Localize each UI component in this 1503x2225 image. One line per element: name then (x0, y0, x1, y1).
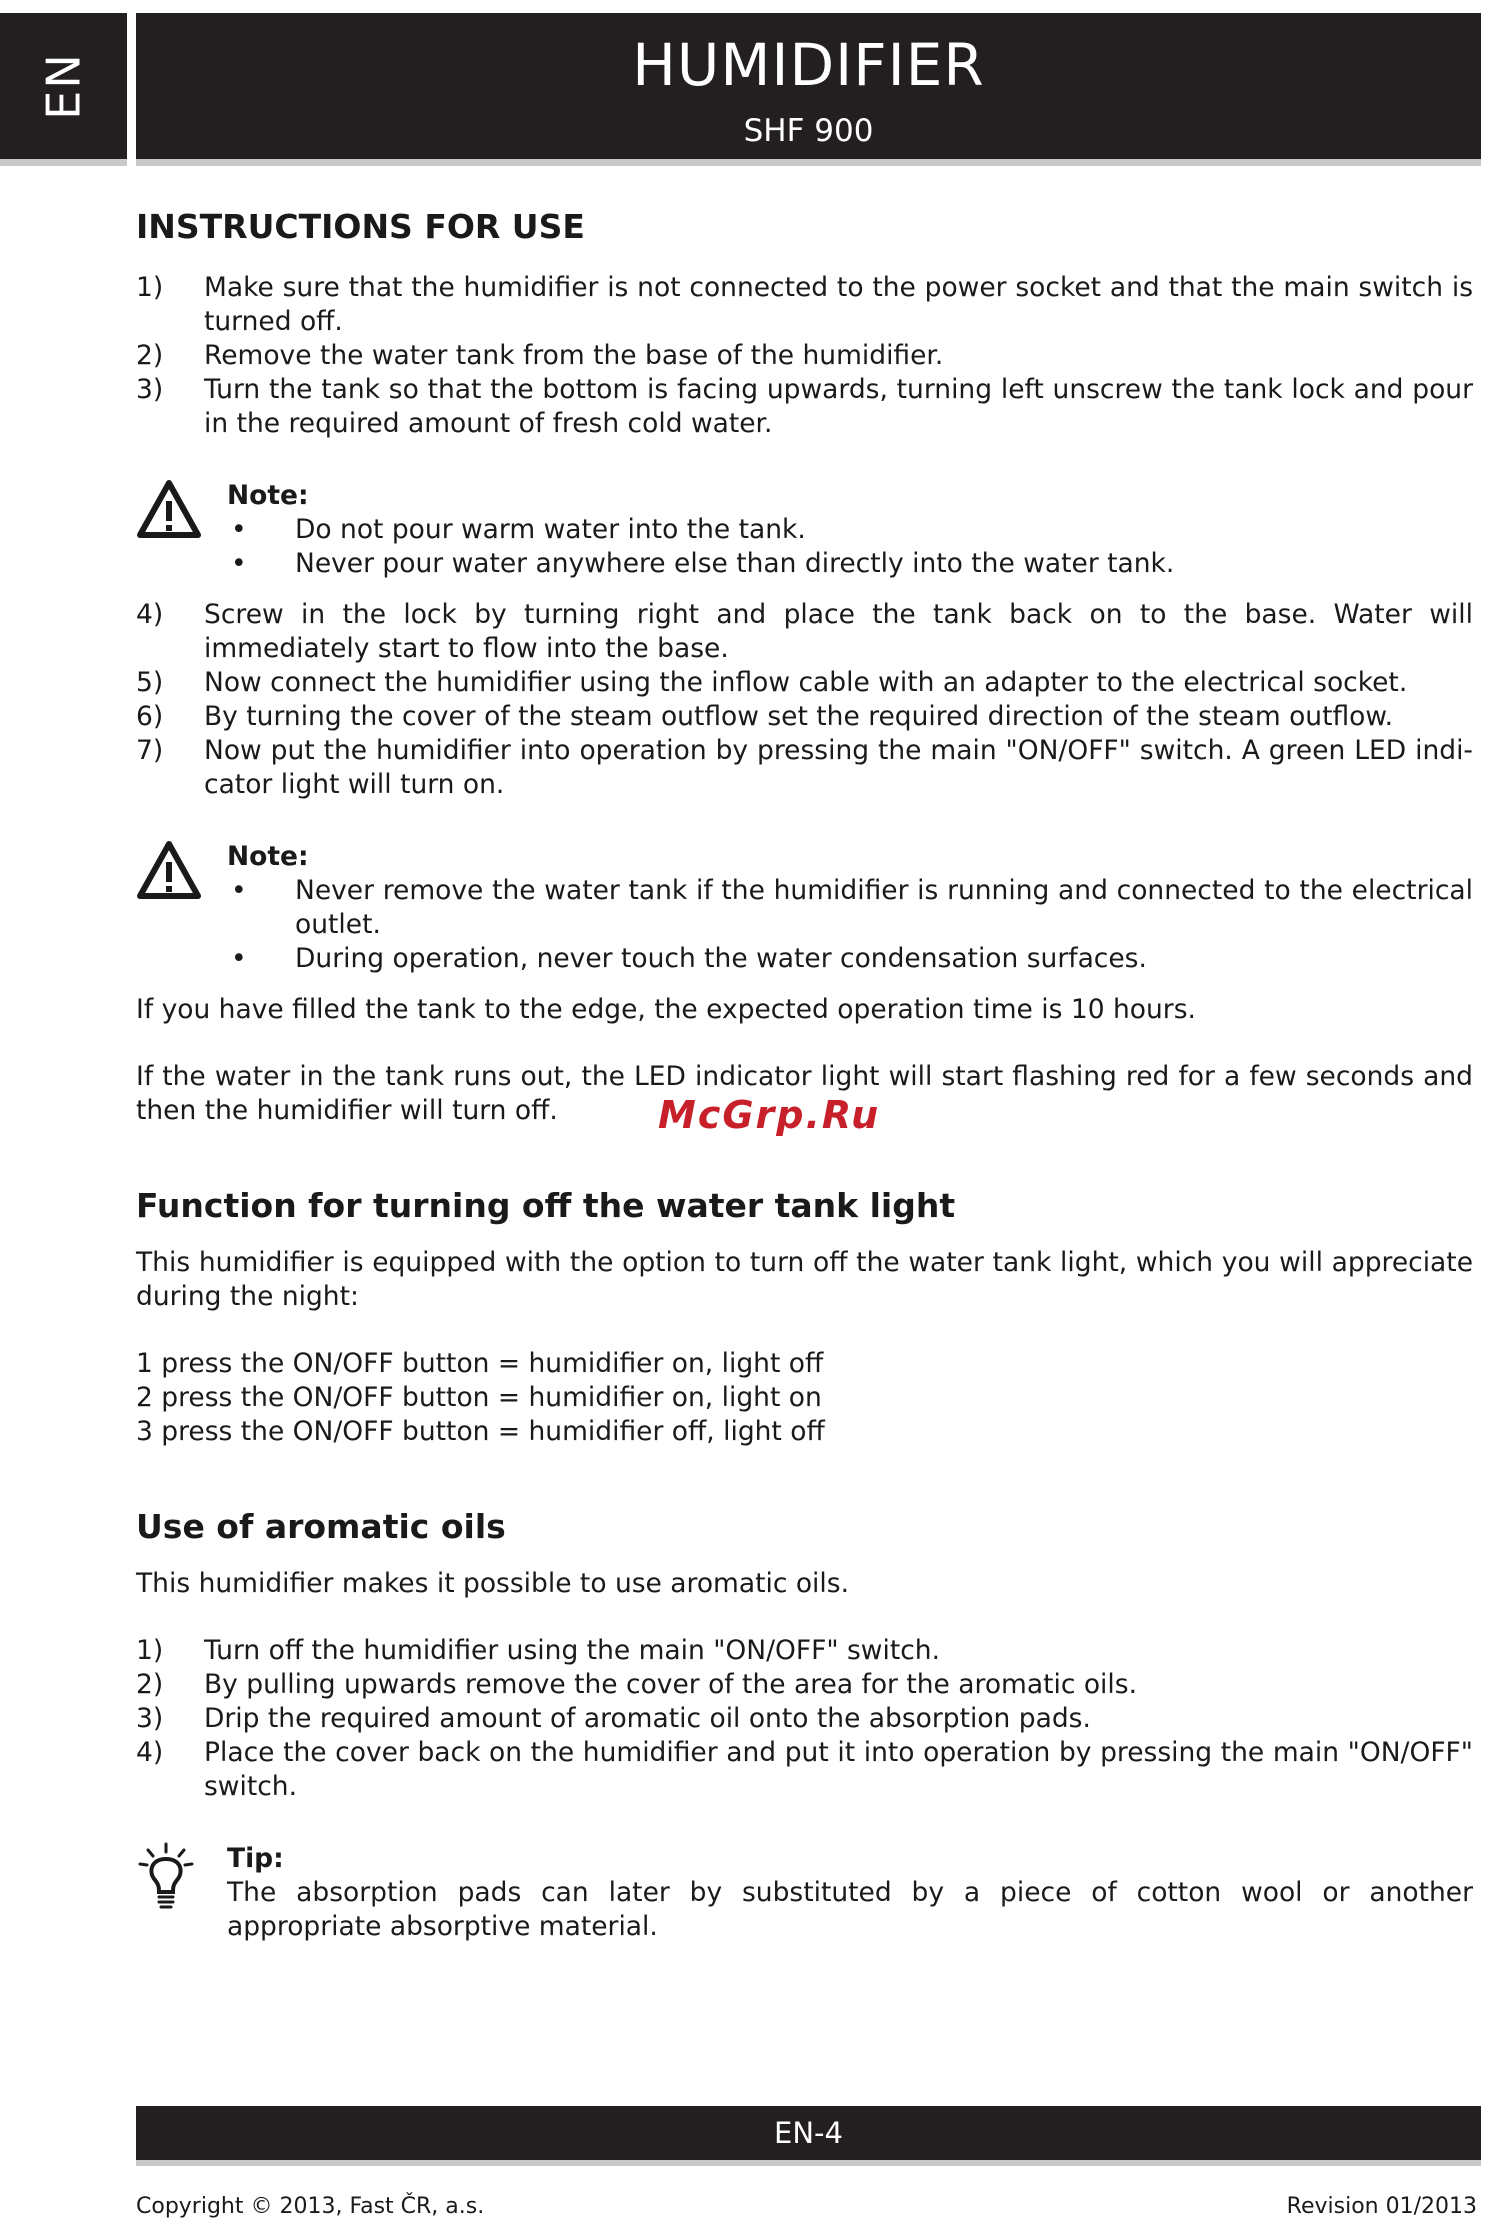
list-item: 2) By pulling upwards remove the cover of the area for the aromatic oils. (136, 1669, 1137, 1700)
steps-list-a (136, 271, 1473, 441)
instructions-heading: INSTRUCTIONS FOR USE (136, 207, 585, 246)
oils-steps (136, 1634, 1473, 1804)
copyright-text: Copyright © 2013, Fast ČR, a.s. (136, 2194, 485, 2219)
list-item: • Do not pour warm water into the tank. (231, 514, 806, 545)
tip-text: The absorption pads can later by substituted by a piece of cotton wool or another appropriate absorptive material. (227, 1877, 1473, 1942)
list-item: 2 press the ON/OFF button = humidifier on, light on (136, 1382, 822, 1413)
oils-section-heading: Use of aromatic oils (136, 1507, 506, 1546)
list-item: • During operation, never touch the water condensation surfaces. (231, 943, 1147, 974)
page-number-bar (136, 2106, 1481, 2160)
lightbulb-icon (136, 1842, 227, 1944)
list-item: 1 press the ON/OFF button = humidifier on, light off (136, 1348, 824, 1379)
list-item: 4) Screw in the lock by turning right and place the tank back on to the base. Water will immediately start to flow into the base. (136, 599, 1473, 664)
list-item: 5) Now connect the humidifier using the inflow cable with an adapter to the electrical socket. (136, 667, 1408, 698)
language-label: EN (36, 52, 91, 120)
list-item: 3) Turn the tank so that the bottom is facing upwards, turning left unscrew the tank lock and pour in the required amount of fresh cold water. (136, 374, 1473, 439)
note-label: Note: (227, 480, 309, 511)
note-block-2 (136, 840, 1473, 976)
main-content (136, 205, 1473, 1944)
watermark: McGrp.Ru (658, 1093, 881, 1137)
oils-section-intro: This humidifier makes it possible to use aromatic oils. (136, 1568, 850, 1599)
language-tab (0, 13, 127, 159)
list-item: 1) Make sure that the humidifier is not connected to the power socket and that the main switch is turned off. (136, 272, 1473, 337)
list-item: 7) Now put the humidifier into operation by pressing the main "ON/OFF" switch. A green LED indi-cator light will turn on. (136, 735, 1473, 800)
list-item: 3) Drip the required amount of aromatic oil onto the absorption pads. (136, 1703, 1091, 1734)
operation-time-text: If you have filled the tank to the edge, the expected operation time is 10 hours. (136, 994, 1196, 1025)
list-item: 6) By turning the cover of the steam outflow set the required direction of the steam outflow. (136, 701, 1394, 732)
light-section-heading: Function for turning off the water tank light (136, 1186, 956, 1225)
page-title: HUMIDIFIER (632, 31, 985, 99)
model-label: SHF 900 (743, 113, 874, 149)
tip-label: Tip: (227, 1843, 284, 1874)
revision-text: Revision 01/2013 (1286, 2194, 1477, 2219)
list-item: • Never pour water anywhere else than directly into the water tank. (231, 548, 1175, 579)
empty-tank-text: If the water in the tank runs out, the LED indicator light will start flashing red for a few seconds and then the humidifier will turn off. (136, 1061, 1473, 1126)
list-item: 2) Remove the water tank from the base of the humidifier. (136, 340, 944, 371)
note-block-1 (136, 479, 1473, 581)
warning-icon (136, 479, 227, 581)
note-label: Note: (227, 841, 309, 872)
list-item: 3 press the ON/OFF button = humidifier off, light off (136, 1416, 825, 1447)
list-item: • Never remove the water tank if the humidifier is running and connected to the electrical outlet. (231, 875, 1473, 940)
light-modes (136, 1347, 1473, 1449)
light-section-intro: This humidifier is equipped with the option to turn off the water tank light, which you will appreciate during the night: (136, 1247, 1473, 1312)
title-bar (136, 13, 1481, 159)
page-number: EN-4 (774, 2116, 843, 2150)
steps-list-b (136, 598, 1473, 802)
list-item: 4) Place the cover back on the humidifier and put it into operation by pressing the main "ON/OFF" switch. (136, 1737, 1473, 1802)
tip-block (136, 1842, 1473, 1944)
warning-icon (136, 840, 227, 976)
list-item: 1) Turn off the humidifier using the main "ON/OFF" switch. (136, 1635, 941, 1666)
